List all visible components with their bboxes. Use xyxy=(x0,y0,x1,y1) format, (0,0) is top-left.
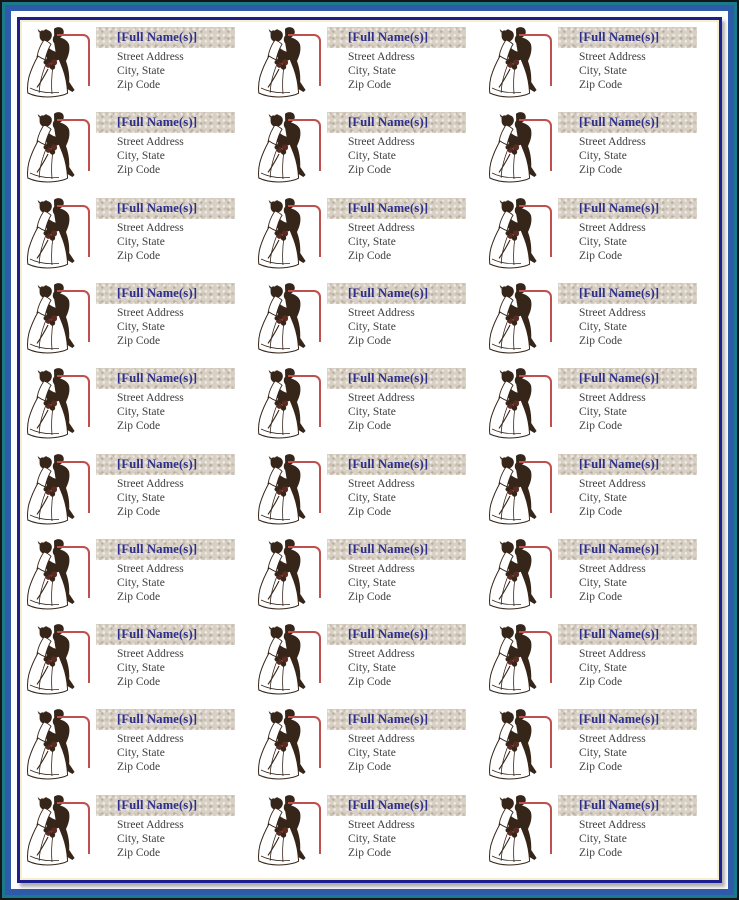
decorative-frame-white xyxy=(11,11,728,889)
full-name-placeholder[interactable]: [Full Name(s)] xyxy=(579,541,660,556)
street-address-placeholder[interactable]: Street Address xyxy=(579,477,646,490)
address-block xyxy=(117,221,184,263)
decorative-frame-blue xyxy=(5,5,734,895)
address-label xyxy=(486,196,717,281)
address-block xyxy=(117,647,184,689)
accent-line-bracket xyxy=(288,461,321,513)
decorative-frame-cream xyxy=(20,20,719,880)
address-label xyxy=(255,25,486,110)
city-state-placeholder[interactable]: City, State xyxy=(348,576,396,589)
street-address-placeholder[interactable]: Street Address xyxy=(348,221,415,234)
address-block xyxy=(579,391,646,433)
street-address-placeholder[interactable]: Street Address xyxy=(579,562,646,575)
accent-line-bracket xyxy=(519,290,552,342)
full-name-placeholder[interactable]: [Full Name(s)] xyxy=(579,797,660,812)
full-name-placeholder[interactable]: [Full Name(s)] xyxy=(117,200,198,215)
zip-code-placeholder[interactable]: Zip Code xyxy=(348,505,392,518)
accent-line-bracket xyxy=(288,34,321,86)
street-address-placeholder[interactable]: Street Address xyxy=(579,221,646,234)
address-label xyxy=(255,537,486,622)
address-label xyxy=(24,25,255,110)
zip-code-placeholder[interactable]: Zip Code xyxy=(117,505,161,518)
address-label xyxy=(486,707,717,792)
full-name-placeholder[interactable]: [Full Name(s)] xyxy=(348,200,429,215)
accent-line-bracket xyxy=(519,631,552,683)
address-label xyxy=(255,281,486,366)
decorative-frame-teal xyxy=(2,2,737,898)
address-label xyxy=(24,110,255,195)
street-address-placeholder[interactable]: Street Address xyxy=(579,648,646,661)
address-block xyxy=(348,221,415,263)
full-name-placeholder[interactable]: [Full Name(s)] xyxy=(117,456,198,471)
street-address-placeholder[interactable]: Street Address xyxy=(348,306,415,319)
address-label xyxy=(486,622,717,707)
zip-code-placeholder[interactable]: Zip Code xyxy=(117,761,161,774)
accent-line-bracket xyxy=(519,375,552,427)
zip-code-placeholder[interactable]: Zip Code xyxy=(117,334,161,347)
full-name-placeholder[interactable]: [Full Name(s)] xyxy=(117,627,198,642)
full-name-placeholder[interactable]: [Full Name(s)] xyxy=(579,115,660,130)
zip-code-placeholder[interactable]: Zip Code xyxy=(348,249,392,262)
full-name-placeholder[interactable]: [Full Name(s)] xyxy=(579,627,660,642)
address-label xyxy=(24,452,255,537)
full-name-placeholder[interactable]: [Full Name(s)] xyxy=(579,285,660,300)
address-label xyxy=(255,622,486,707)
accent-line-bracket xyxy=(57,461,90,513)
address-label xyxy=(255,793,486,878)
full-name-placeholder[interactable]: [Full Name(s)] xyxy=(579,371,660,386)
accent-line-bracket xyxy=(57,119,90,171)
accent-line-bracket xyxy=(519,205,552,257)
street-address-placeholder[interactable]: Street Address xyxy=(348,733,415,746)
address-block xyxy=(579,306,646,348)
address-label xyxy=(486,366,717,451)
accent-line-bracket xyxy=(519,119,552,171)
address-block xyxy=(579,647,646,689)
address-label xyxy=(486,110,717,195)
address-block xyxy=(348,391,415,433)
address-block xyxy=(348,732,415,774)
address-block xyxy=(117,477,184,519)
zip-code-placeholder[interactable]: Zip Code xyxy=(348,420,392,433)
city-state-placeholder[interactable]: City, State xyxy=(348,406,396,419)
full-name-placeholder[interactable]: [Full Name(s)] xyxy=(348,712,429,727)
street-address-placeholder[interactable]: Street Address xyxy=(117,306,184,319)
zip-code-placeholder[interactable]: Zip Code xyxy=(348,761,392,774)
accent-line-bracket xyxy=(519,34,552,86)
zip-code-placeholder[interactable]: Zip Code xyxy=(348,164,392,177)
address-block xyxy=(117,732,184,774)
address-block xyxy=(117,818,184,860)
accent-line-bracket xyxy=(519,802,552,854)
zip-code-placeholder[interactable]: Zip Code xyxy=(348,846,392,859)
city-state-placeholder[interactable]: City, State xyxy=(579,320,627,333)
city-state-placeholder[interactable]: City, State xyxy=(348,747,396,760)
city-state-placeholder[interactable]: City, State xyxy=(579,662,627,675)
accent-line-bracket xyxy=(519,461,552,513)
full-name-placeholder[interactable]: [Full Name(s)] xyxy=(117,30,198,44)
full-name-placeholder[interactable]: [Full Name(s)] xyxy=(348,541,429,556)
city-state-placeholder[interactable]: City, State xyxy=(348,150,396,163)
address-label xyxy=(486,537,717,622)
accent-line-bracket xyxy=(288,119,321,171)
city-state-placeholder[interactable]: City, State xyxy=(579,150,627,163)
city-state-placeholder[interactable]: City, State xyxy=(117,747,165,760)
city-state-placeholder[interactable]: City, State xyxy=(117,662,165,675)
full-name-placeholder[interactable]: [Full Name(s)] xyxy=(348,797,429,812)
full-name-placeholder[interactable]: [Full Name(s)] xyxy=(579,200,660,215)
address-block xyxy=(579,50,646,92)
accent-line-bracket xyxy=(57,716,90,768)
accent-line-bracket xyxy=(288,290,321,342)
street-address-placeholder[interactable]: Street Address xyxy=(579,818,646,831)
city-state-placeholder[interactable]: City, State xyxy=(579,235,627,248)
zip-code-placeholder[interactable]: Zip Code xyxy=(579,334,623,347)
zip-code-placeholder[interactable]: Zip Code xyxy=(117,676,161,689)
zip-code-placeholder[interactable]: Zip Code xyxy=(579,249,623,262)
city-state-placeholder[interactable]: City, State xyxy=(348,491,396,504)
street-address-placeholder[interactable]: Street Address xyxy=(579,392,646,405)
address-label xyxy=(486,281,717,366)
zip-code-placeholder[interactable]: Zip Code xyxy=(579,590,623,603)
street-address-placeholder[interactable]: Street Address xyxy=(117,562,184,575)
street-address-placeholder[interactable]: Street Address xyxy=(348,562,415,575)
city-state-placeholder[interactable]: City, State xyxy=(579,747,627,760)
zip-code-placeholder[interactable]: Zip Code xyxy=(579,676,623,689)
city-state-placeholder[interactable]: City, State xyxy=(579,65,627,77)
city-state-placeholder[interactable]: City, State xyxy=(348,235,396,248)
full-name-placeholder[interactable]: [Full Name(s)] xyxy=(348,371,429,386)
address-block xyxy=(117,135,184,177)
address-label xyxy=(255,110,486,195)
address-label xyxy=(255,707,486,792)
full-name-placeholder[interactable]: [Full Name(s)] xyxy=(348,115,429,130)
accent-line-bracket xyxy=(57,375,90,427)
address-label xyxy=(24,537,255,622)
accent-line-bracket xyxy=(288,802,321,854)
address-label xyxy=(486,452,717,537)
city-state-placeholder[interactable]: City, State xyxy=(579,576,627,589)
zip-code-placeholder[interactable]: Zip Code xyxy=(579,420,623,433)
accent-line-bracket xyxy=(288,631,321,683)
street-address-placeholder[interactable]: Street Address xyxy=(117,733,184,746)
zip-code-placeholder[interactable]: Zip Code xyxy=(579,505,623,518)
city-state-placeholder[interactable]: City, State xyxy=(117,235,165,248)
city-state-placeholder[interactable]: City, State xyxy=(117,491,165,504)
full-name-placeholder[interactable]: [Full Name(s)] xyxy=(117,371,198,386)
zip-code-placeholder[interactable]: Zip Code xyxy=(348,676,392,689)
full-name-placeholder[interactable]: [Full Name(s)] xyxy=(117,797,198,812)
address-label xyxy=(24,366,255,451)
address-label xyxy=(24,622,255,707)
city-state-placeholder[interactable]: City, State xyxy=(579,832,627,845)
full-name-placeholder[interactable]: [Full Name(s)] xyxy=(117,712,198,727)
city-state-placeholder[interactable]: City, State xyxy=(117,320,165,333)
address-block xyxy=(117,306,184,348)
zip-code-placeholder[interactable]: Zip Code xyxy=(579,164,623,177)
zip-code-placeholder[interactable]: Zip Code xyxy=(579,761,623,774)
accent-line-bracket xyxy=(519,546,552,598)
accent-line-bracket xyxy=(519,716,552,768)
address-block xyxy=(348,818,415,860)
address-block xyxy=(579,732,646,774)
zip-code-placeholder[interactable]: Zip Code xyxy=(579,846,623,859)
address-block xyxy=(348,306,415,348)
address-block xyxy=(579,135,646,177)
accent-line-bracket xyxy=(57,290,90,342)
zip-code-placeholder[interactable]: Zip Code xyxy=(348,79,392,91)
city-state-placeholder[interactable]: City, State xyxy=(348,320,396,333)
zip-code-placeholder[interactable]: Zip Code xyxy=(117,164,161,177)
accent-line-bracket xyxy=(57,802,90,854)
full-name-placeholder[interactable]: [Full Name(s)] xyxy=(117,541,198,556)
address-block xyxy=(117,562,184,604)
street-address-placeholder[interactable]: Street Address xyxy=(348,392,415,405)
address-label xyxy=(255,452,486,537)
street-address-placeholder[interactable]: Street Address xyxy=(348,51,415,63)
city-state-placeholder[interactable]: City, State xyxy=(117,576,165,589)
address-label xyxy=(255,366,486,451)
address-block xyxy=(117,50,184,92)
city-state-placeholder[interactable]: City, State xyxy=(348,832,396,845)
address-block xyxy=(348,50,415,92)
street-address-placeholder[interactable]: Street Address xyxy=(117,136,184,149)
street-address-placeholder[interactable]: Street Address xyxy=(117,648,184,661)
address-block xyxy=(579,562,646,604)
street-address-placeholder[interactable]: Street Address xyxy=(348,477,415,490)
full-name-placeholder[interactable]: [Full Name(s)] xyxy=(579,712,660,727)
zip-code-placeholder[interactable]: Zip Code xyxy=(117,79,161,91)
street-address-placeholder[interactable]: Street Address xyxy=(348,648,415,661)
accent-line-bracket xyxy=(57,546,90,598)
address-block xyxy=(348,135,415,177)
street-address-placeholder[interactable]: Street Address xyxy=(117,51,184,63)
address-block xyxy=(348,562,415,604)
street-address-placeholder[interactable]: Street Address xyxy=(117,818,184,831)
address-block xyxy=(579,818,646,860)
accent-line-bracket xyxy=(288,205,321,257)
full-name-placeholder[interactable]: [Full Name(s)] xyxy=(117,115,198,130)
city-state-placeholder[interactable]: City, State xyxy=(117,65,165,77)
address-label xyxy=(255,196,486,281)
full-name-placeholder[interactable]: [Full Name(s)] xyxy=(348,30,429,44)
street-address-placeholder[interactable]: Street Address xyxy=(348,136,415,149)
street-address-placeholder[interactable]: Street Address xyxy=(348,818,415,831)
zip-code-placeholder[interactable]: Zip Code xyxy=(117,249,161,262)
accent-line-bracket xyxy=(57,34,90,86)
full-name-placeholder[interactable]: [Full Name(s)] xyxy=(348,285,429,300)
street-address-placeholder[interactable]: Street Address xyxy=(117,477,184,490)
full-name-placeholder[interactable]: [Full Name(s)] xyxy=(348,627,429,642)
city-state-placeholder[interactable]: City, State xyxy=(348,662,396,675)
accent-line-bracket xyxy=(57,205,90,257)
address-label xyxy=(486,793,717,878)
city-state-placeholder[interactable]: City, State xyxy=(117,406,165,419)
city-state-placeholder[interactable]: City, State xyxy=(117,150,165,163)
accent-line-bracket xyxy=(57,631,90,683)
accent-line-bracket xyxy=(288,375,321,427)
address-block xyxy=(117,391,184,433)
zip-code-placeholder[interactable]: Zip Code xyxy=(117,590,161,603)
full-name-placeholder[interactable]: [Full Name(s)] xyxy=(117,285,198,300)
street-address-placeholder[interactable]: Street Address xyxy=(117,392,184,405)
address-label xyxy=(24,281,255,366)
street-address-placeholder[interactable]: Street Address xyxy=(579,136,646,149)
address-block xyxy=(348,647,415,689)
decorative-frame-navy xyxy=(17,17,722,883)
city-state-placeholder[interactable]: City, State xyxy=(579,491,627,504)
accent-line-bracket xyxy=(288,546,321,598)
zip-code-placeholder[interactable]: Zip Code xyxy=(579,79,623,91)
street-address-placeholder[interactable]: Street Address xyxy=(579,733,646,746)
labels-sheet xyxy=(22,22,717,878)
full-name-placeholder[interactable]: [Full Name(s)] xyxy=(348,456,429,471)
accent-line-bracket xyxy=(288,716,321,768)
zip-code-placeholder[interactable]: Zip Code xyxy=(117,420,161,433)
zip-code-placeholder[interactable]: Zip Code xyxy=(348,590,392,603)
zip-code-placeholder[interactable]: Zip Code xyxy=(117,846,161,859)
address-label xyxy=(24,707,255,792)
zip-code-placeholder[interactable]: Zip Code xyxy=(348,334,392,347)
street-address-placeholder[interactable]: Street Address xyxy=(579,306,646,319)
address-block xyxy=(579,477,646,519)
full-name-placeholder[interactable]: [Full Name(s)] xyxy=(579,30,660,44)
address-label xyxy=(24,793,255,878)
city-state-placeholder[interactable]: City, State xyxy=(117,832,165,845)
address-label xyxy=(486,25,717,110)
address-block xyxy=(579,221,646,263)
street-address-placeholder[interactable]: Street Address xyxy=(117,221,184,234)
address-label xyxy=(24,196,255,281)
full-name-placeholder[interactable]: [Full Name(s)] xyxy=(579,456,660,471)
street-address-placeholder[interactable]: Street Address xyxy=(579,51,646,63)
city-state-placeholder[interactable]: City, State xyxy=(579,406,627,419)
address-block xyxy=(348,477,415,519)
city-state-placeholder[interactable]: City, State xyxy=(348,65,396,77)
